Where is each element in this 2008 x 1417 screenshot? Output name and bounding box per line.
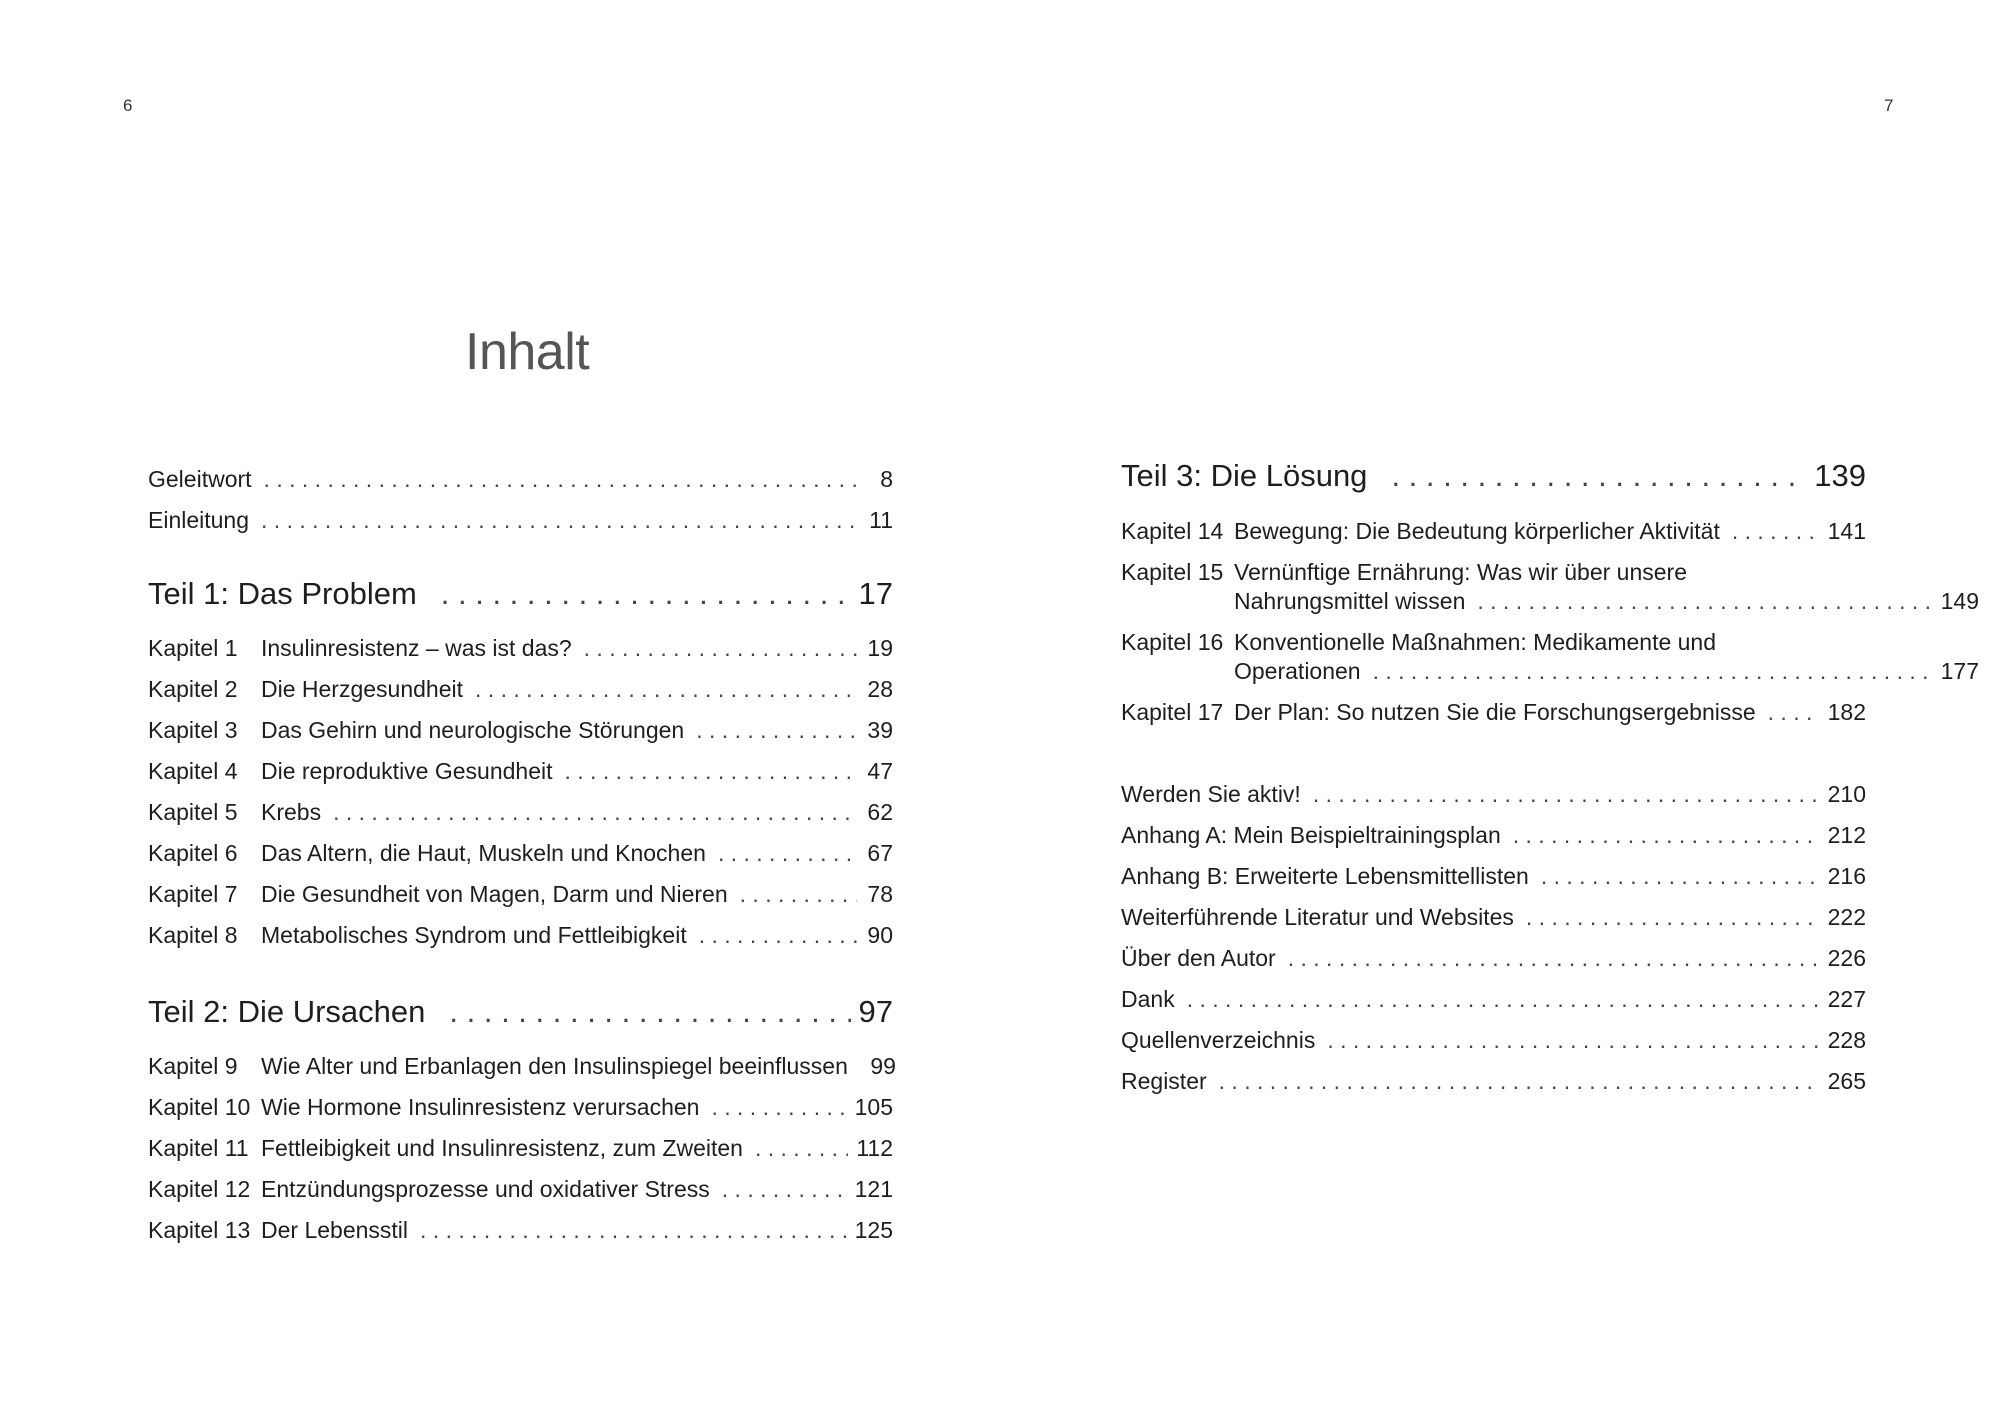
toc-entry-anhang-a[interactable] xyxy=(1121,821,1866,850)
leader-dots xyxy=(1526,903,1820,932)
toc-chapter-10[interactable] xyxy=(148,1093,893,1122)
page-number-left: 6 xyxy=(123,96,133,115)
chapter-page: 28 xyxy=(867,676,893,702)
entry-title: Quellenverzeichnis xyxy=(1121,1027,1316,1053)
entry-title: Weiterführende Literatur und Websites xyxy=(1121,904,1514,930)
chapter-title: Die Gesundheit von Magen, Darm und Nieren xyxy=(261,881,728,907)
chapter-title-continued: Operationen xyxy=(1234,658,1361,684)
leader-dots xyxy=(449,994,850,1030)
part-page: 97 xyxy=(858,994,893,1029)
entry-page: 212 xyxy=(1827,822,1866,848)
toc-entry-register[interactable] xyxy=(1121,1067,1866,1096)
leader-dots xyxy=(1327,1026,1819,1055)
chapter-page: 90 xyxy=(867,922,893,948)
chapter-title: Das Altern, die Haut, Muskeln und Knochen xyxy=(261,840,706,866)
leader-dots xyxy=(264,465,857,494)
chapter-title: Metabolisches Syndrom und Fettleibigkeit xyxy=(261,922,687,948)
toc-entry-anhang-b[interactable] xyxy=(1121,862,1866,891)
leader-dots xyxy=(1187,985,1820,1014)
toc-entry-literatur[interactable] xyxy=(1121,903,1866,932)
toc-entry-quellen[interactable] xyxy=(1121,1026,1866,1055)
part-title: Teil 3: Die Lösung xyxy=(1121,458,1368,493)
part-page: 17 xyxy=(858,576,893,611)
leader-dots xyxy=(1288,944,1820,973)
leader-dots xyxy=(584,634,857,663)
toc-chapter-2[interactable] xyxy=(148,675,893,704)
leader-dots xyxy=(420,1216,847,1245)
chapter-page: 67 xyxy=(867,840,893,866)
toc-chapter-5[interactable] xyxy=(148,798,893,827)
toc-chapter-15[interactable] xyxy=(1121,558,1979,616)
leader-dots xyxy=(1541,862,1820,891)
chapter-page: 105 xyxy=(854,1094,893,1120)
entry-page: 265 xyxy=(1827,1068,1866,1094)
toc-chapter-4[interactable] xyxy=(148,757,893,786)
leader-dots xyxy=(475,675,857,704)
leader-dots xyxy=(696,716,857,745)
entry-page: 210 xyxy=(1827,781,1866,807)
toc-entry-geleitwort[interactable] xyxy=(148,465,893,494)
leader-dots xyxy=(718,839,857,868)
chapter-number: Kapitel 9 xyxy=(148,1053,238,1079)
chapter-page: 99 xyxy=(870,1053,896,1079)
leader-dots xyxy=(1477,587,1932,616)
chapter-title: Die reproduktive Gesundheit xyxy=(261,758,553,784)
toc-part-1[interactable] xyxy=(148,576,893,612)
toc-part-2[interactable] xyxy=(148,994,893,1030)
leader-dots xyxy=(722,1175,847,1204)
toc-chapter-16[interactable] xyxy=(1121,628,1979,686)
toc-part-3[interactable] xyxy=(1121,458,1866,494)
chapter-page: 62 xyxy=(867,799,893,825)
chapter-number: Kapitel 6 xyxy=(148,840,238,866)
toc-chapter-8[interactable] xyxy=(148,921,893,950)
toc-chapter-6[interactable] xyxy=(148,839,893,868)
part-title: Teil 1: Das Problem xyxy=(148,576,417,611)
entry-page: 11 xyxy=(869,507,893,533)
chapter-title: Die Herzgesundheit xyxy=(261,676,464,702)
leader-dots xyxy=(711,1093,846,1122)
entry-title: Einleitung xyxy=(148,507,250,533)
part-page: 139 xyxy=(1814,458,1866,493)
toc-chapter-13[interactable] xyxy=(148,1216,893,1245)
entry-title: Anhang A: Mein Beispieltrainingsplan xyxy=(1121,822,1501,848)
chapter-title: Der Plan: So nutzen Sie die Forschungsergebnisse xyxy=(1234,699,1756,725)
chapter-page: 19 xyxy=(867,635,893,661)
toc-chapter-9[interactable] xyxy=(148,1052,896,1081)
chapter-page: 182 xyxy=(1827,699,1866,725)
chapter-title: Entzündungsprozesse und oxidativer Stress xyxy=(261,1176,710,1202)
toc-chapter-17[interactable] xyxy=(1121,698,1866,727)
entry-page: 216 xyxy=(1827,863,1866,889)
toc-chapter-1[interactable] xyxy=(148,634,893,663)
chapter-number: Kapitel 8 xyxy=(148,922,238,948)
chapter-title: Bewegung: Die Bedeutung körperlicher Aktivität xyxy=(1234,518,1720,544)
chapter-title: Konventionelle Maßnahmen: Medikamente und xyxy=(1234,629,1717,655)
chapter-title: Wie Alter und Erbanlagen den Insulinspiegel beeinflussen xyxy=(261,1053,848,1079)
leader-dots xyxy=(1768,698,1820,727)
toc-entry-einleitung[interactable] xyxy=(148,506,893,535)
leader-dots xyxy=(1513,821,1820,850)
chapter-title: Das Gehirn und neurologische Störungen xyxy=(261,717,685,743)
chapter-number: Kapitel 17 xyxy=(1121,699,1224,725)
leader-dots xyxy=(1732,517,1820,546)
leader-dots xyxy=(740,880,857,909)
toc-chapter-12[interactable] xyxy=(148,1175,893,1204)
leader-dots xyxy=(755,1134,848,1163)
leader-dots xyxy=(1219,1067,1820,1096)
entry-title: Über den Autor xyxy=(1121,945,1276,971)
entry-page: 222 xyxy=(1827,904,1866,930)
toc-chapter-11[interactable] xyxy=(148,1134,893,1163)
chapter-page: 177 xyxy=(1940,658,1979,684)
chapter-title: Wie Hormone Insulinresistenz verursachen xyxy=(261,1094,700,1120)
toc-entry-dank[interactable] xyxy=(1121,985,1866,1014)
chapter-number: Kapitel 16 xyxy=(1121,629,1224,655)
chapter-page: 39 xyxy=(867,717,893,743)
chapter-title: Fettleibigkeit und Insulinresistenz, zum Zweiten xyxy=(261,1135,743,1161)
entry-title: Werden Sie aktiv! xyxy=(1121,781,1301,807)
page-title: Inhalt xyxy=(465,323,590,381)
chapter-number: Kapitel 3 xyxy=(148,717,238,743)
entry-page: 228 xyxy=(1827,1027,1866,1053)
chapter-number: Kapitel 4 xyxy=(148,758,238,784)
page-number-right: 7 xyxy=(1884,96,1894,115)
entry-page: 227 xyxy=(1827,986,1866,1012)
chapter-title: Krebs xyxy=(261,799,322,825)
chapter-title: Vernünftige Ernährung: Was wir über unsere xyxy=(1234,559,1688,585)
toc-chapter-3[interactable] xyxy=(148,716,893,745)
leader-dots xyxy=(1391,458,1806,494)
chapter-number: Kapitel 7 xyxy=(148,881,238,907)
chapter-number: Kapitel 10 xyxy=(148,1094,251,1120)
entry-title: Register xyxy=(1121,1068,1207,1094)
chapter-number: Kapitel 1 xyxy=(148,635,238,661)
leader-dots xyxy=(261,506,857,535)
chapter-number: Kapitel 15 xyxy=(1121,559,1224,585)
entry-page: 8 xyxy=(880,466,893,492)
chapter-page: 112 xyxy=(856,1135,893,1161)
chapter-page: 78 xyxy=(867,881,893,907)
chapter-page: 47 xyxy=(867,758,893,784)
leader-dots xyxy=(699,921,857,950)
chapter-number: Kapitel 11 xyxy=(148,1135,249,1161)
chapter-number: Kapitel 14 xyxy=(1121,518,1224,544)
toc-chapter-7[interactable] xyxy=(148,880,893,909)
leader-dots xyxy=(1313,780,1820,809)
chapter-title: Der Lebensstil xyxy=(261,1217,409,1243)
leader-dots xyxy=(333,798,857,827)
toc-chapter-14[interactable] xyxy=(1121,517,1866,546)
chapter-page: 149 xyxy=(1940,588,1979,614)
leader-dots xyxy=(1373,657,1933,686)
chapter-number: Kapitel 13 xyxy=(148,1217,251,1243)
chapter-title: Insulinresistenz – was ist das? xyxy=(261,635,572,661)
chapter-page: 121 xyxy=(854,1176,893,1202)
toc-entry-autor[interactable] xyxy=(1121,944,1866,973)
entry-title: Dank xyxy=(1121,986,1175,1012)
leader-dots xyxy=(441,576,851,612)
entry-page: 226 xyxy=(1827,945,1866,971)
toc-entry-werden-sie-aktiv[interactable] xyxy=(1121,780,1866,809)
chapter-number: Kapitel 2 xyxy=(148,676,238,702)
entry-title: Geleitwort xyxy=(148,466,252,492)
chapter-number: Kapitel 5 xyxy=(148,799,238,825)
chapter-page: 141 xyxy=(1827,518,1866,544)
chapter-title-continued: Nahrungsmittel wissen xyxy=(1234,588,1466,614)
part-title: Teil 2: Die Ursachen xyxy=(148,994,426,1029)
leader-dots xyxy=(565,757,858,786)
chapter-page: 125 xyxy=(854,1217,893,1243)
entry-title: Anhang B: Erweiterte Lebensmittellisten xyxy=(1121,863,1529,889)
chapter-number: Kapitel 12 xyxy=(148,1176,251,1202)
